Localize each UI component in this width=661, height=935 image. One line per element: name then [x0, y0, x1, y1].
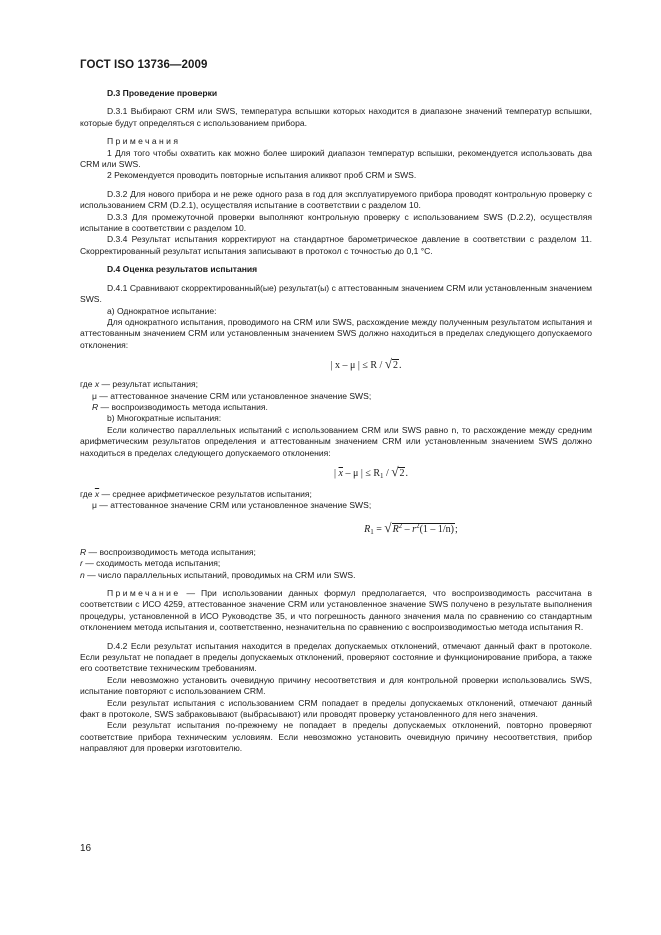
paragraph-d4-1: D.4.1 Сравнивают скорректированный(ые) результат(ы) с аттестованным значением CRM или установленным значением SWS.	[80, 282, 592, 305]
where-1-mu: μ — аттестованное значение CRM или установленное значение SWS;	[92, 390, 372, 401]
item-a-text: Для однократного испытания, проводимого на CRM или SWS, расхождение между полученным результатом испытания и аттестованным значением CRM или установленным значением SWS должно находиться в пределах следующего допускаемого отклонения:	[80, 316, 592, 350]
note-1: 1 Для того чтобы охватить как можно более широкий диапазон температур вспышки, рекомендуется использовать два CRM или SWS.	[80, 147, 592, 170]
paragraph-d4-3: Если невозможно установить очевидную причину несоответствия и для контрольной проверки использовались SWS, испытание повторяют с использованием CRM.	[80, 674, 592, 697]
where-2-mu: μ — аттестованное значение CRM или установленное значение SWS;	[92, 500, 372, 511]
formula-2: | $\overline{x}$ – μ | ≤ $R_1 / √2$.	[334, 463, 408, 480]
page-header: ГОСТ ISO 13736—2009	[80, 59, 208, 71]
item-b-text: Если количество параллельных испытаний с использованием CRM или SWS равно n, то расхождение между средним арифметическим результатов определения и аттестованным значением CRM или установленным значением SWS должно находиться в пределах следующего допускаемого отклонения:	[80, 424, 592, 458]
note-paragraph: Примечание — При использовании данных формул предполагается, что воспроизводимость рассчитана в соответствии с ИСО 4259, аттестованное значение CRM или установленное значение SWS получено в результате выполнения процедуры, установленной в ИСО Руководстве 35, и что погрешность данного значения мала по сравнению со стандартным отклонением метода испытания и, соответственно, незначительна по сравнению с воспроизводимостью метода испытания R.	[80, 588, 592, 633]
page-number: 16	[80, 843, 92, 854]
section-heading-d3: D.3 Проведение проверки	[107, 88, 218, 98]
note-2: 2 Рекомендуется проводить повторные испытания аликвот проб CRM и SWS.	[107, 170, 417, 181]
where-3-r: R — воспроизводимость метода испытания;	[80, 546, 256, 557]
paragraph-d4-4: Если результат испытания с использованием CRM попадает в пределы допускаемых отклонений, отмечают данный факт в протоколе, SWS забраковывают (выбрасывают) или проводят проверку установленного для него значения.	[80, 697, 592, 720]
paragraph-d4-5: Если результат испытания по-прежнему не попадает в пределы допускаемых отклонений, повторно проверяют соответствие прибора техническим условиям. Если невозможно установить очевидную причину несоответствия, прибор направляют для проверки изготовителю.	[80, 720, 592, 754]
where-3-n: n — число параллельных испытаний, проводимых на CRM или SWS.	[80, 569, 356, 580]
item-b-label: b) Многократные испытания:	[107, 413, 222, 424]
where-2-xbar: где $\overline{x}$ — среднее арифметическое результатов испытания;	[80, 488, 312, 499]
paragraph-d3-3: D.3.3 Для промежуточной проверки выполняют контрольную проверку с использованием SWS (D.2.2), осуществляя испытание в соответствии с разделом 10.	[80, 211, 592, 234]
formula-1: | x – μ | ≤ R / √2.	[330, 356, 402, 372]
formula-3: $R_1 = √R^2 - r^2(1 - 1/n)$;	[364, 519, 458, 536]
section-heading-d4: D.4 Оценка результатов испытания	[107, 264, 258, 275]
paragraph-d4-2: D.4.2 Если результат испытания находится в пределах допускаемых отклонений, отмечают данный факт в протоколе. Если результат не попадает в пределы допускаемых отклонений, проверяют состояние и функционирование прибора, а также его соответствие техническим требованиям.	[80, 640, 592, 674]
paragraph-d3-2: D.3.2 Для нового прибора и не реже одного раза в год для эксплуатируемого прибора проводят контрольную проверку с использованием CRM (D.2.1), осуществляя испытание в соответствии с разделом 10.	[80, 188, 592, 211]
formula-1-end: .	[398, 360, 402, 372]
where-3-rr: r — сходимость метода испытания;	[80, 558, 221, 569]
page-content	[80, 88, 592, 755]
where-1-x: где x — результат испытания;	[80, 379, 198, 390]
item-a-label: а) Однократное испытание:	[107, 305, 217, 316]
paragraph-d3-1: D.3.1 Выбирают CRM или SWS, температура вспышки которых находится в диапазоне значений температур вспышки, которые будут определяться с использованием прибора.	[80, 106, 592, 128]
paragraph-d3-4: D.3.4 Результат испытания корректируют на стандартное барометрическое давление в соответствии с разделом 11. Скорректированный результат испытания записывают в протокол с точностью до 0,1 °С.	[80, 234, 592, 256]
formula-1-lhs: | x – μ | ≤ R /	[330, 360, 385, 372]
notes-title: Примечания	[107, 136, 181, 147]
formula-1-root: 2	[392, 360, 398, 372]
where-1-r: R — воспроизводимость метода испытания.	[92, 401, 268, 412]
